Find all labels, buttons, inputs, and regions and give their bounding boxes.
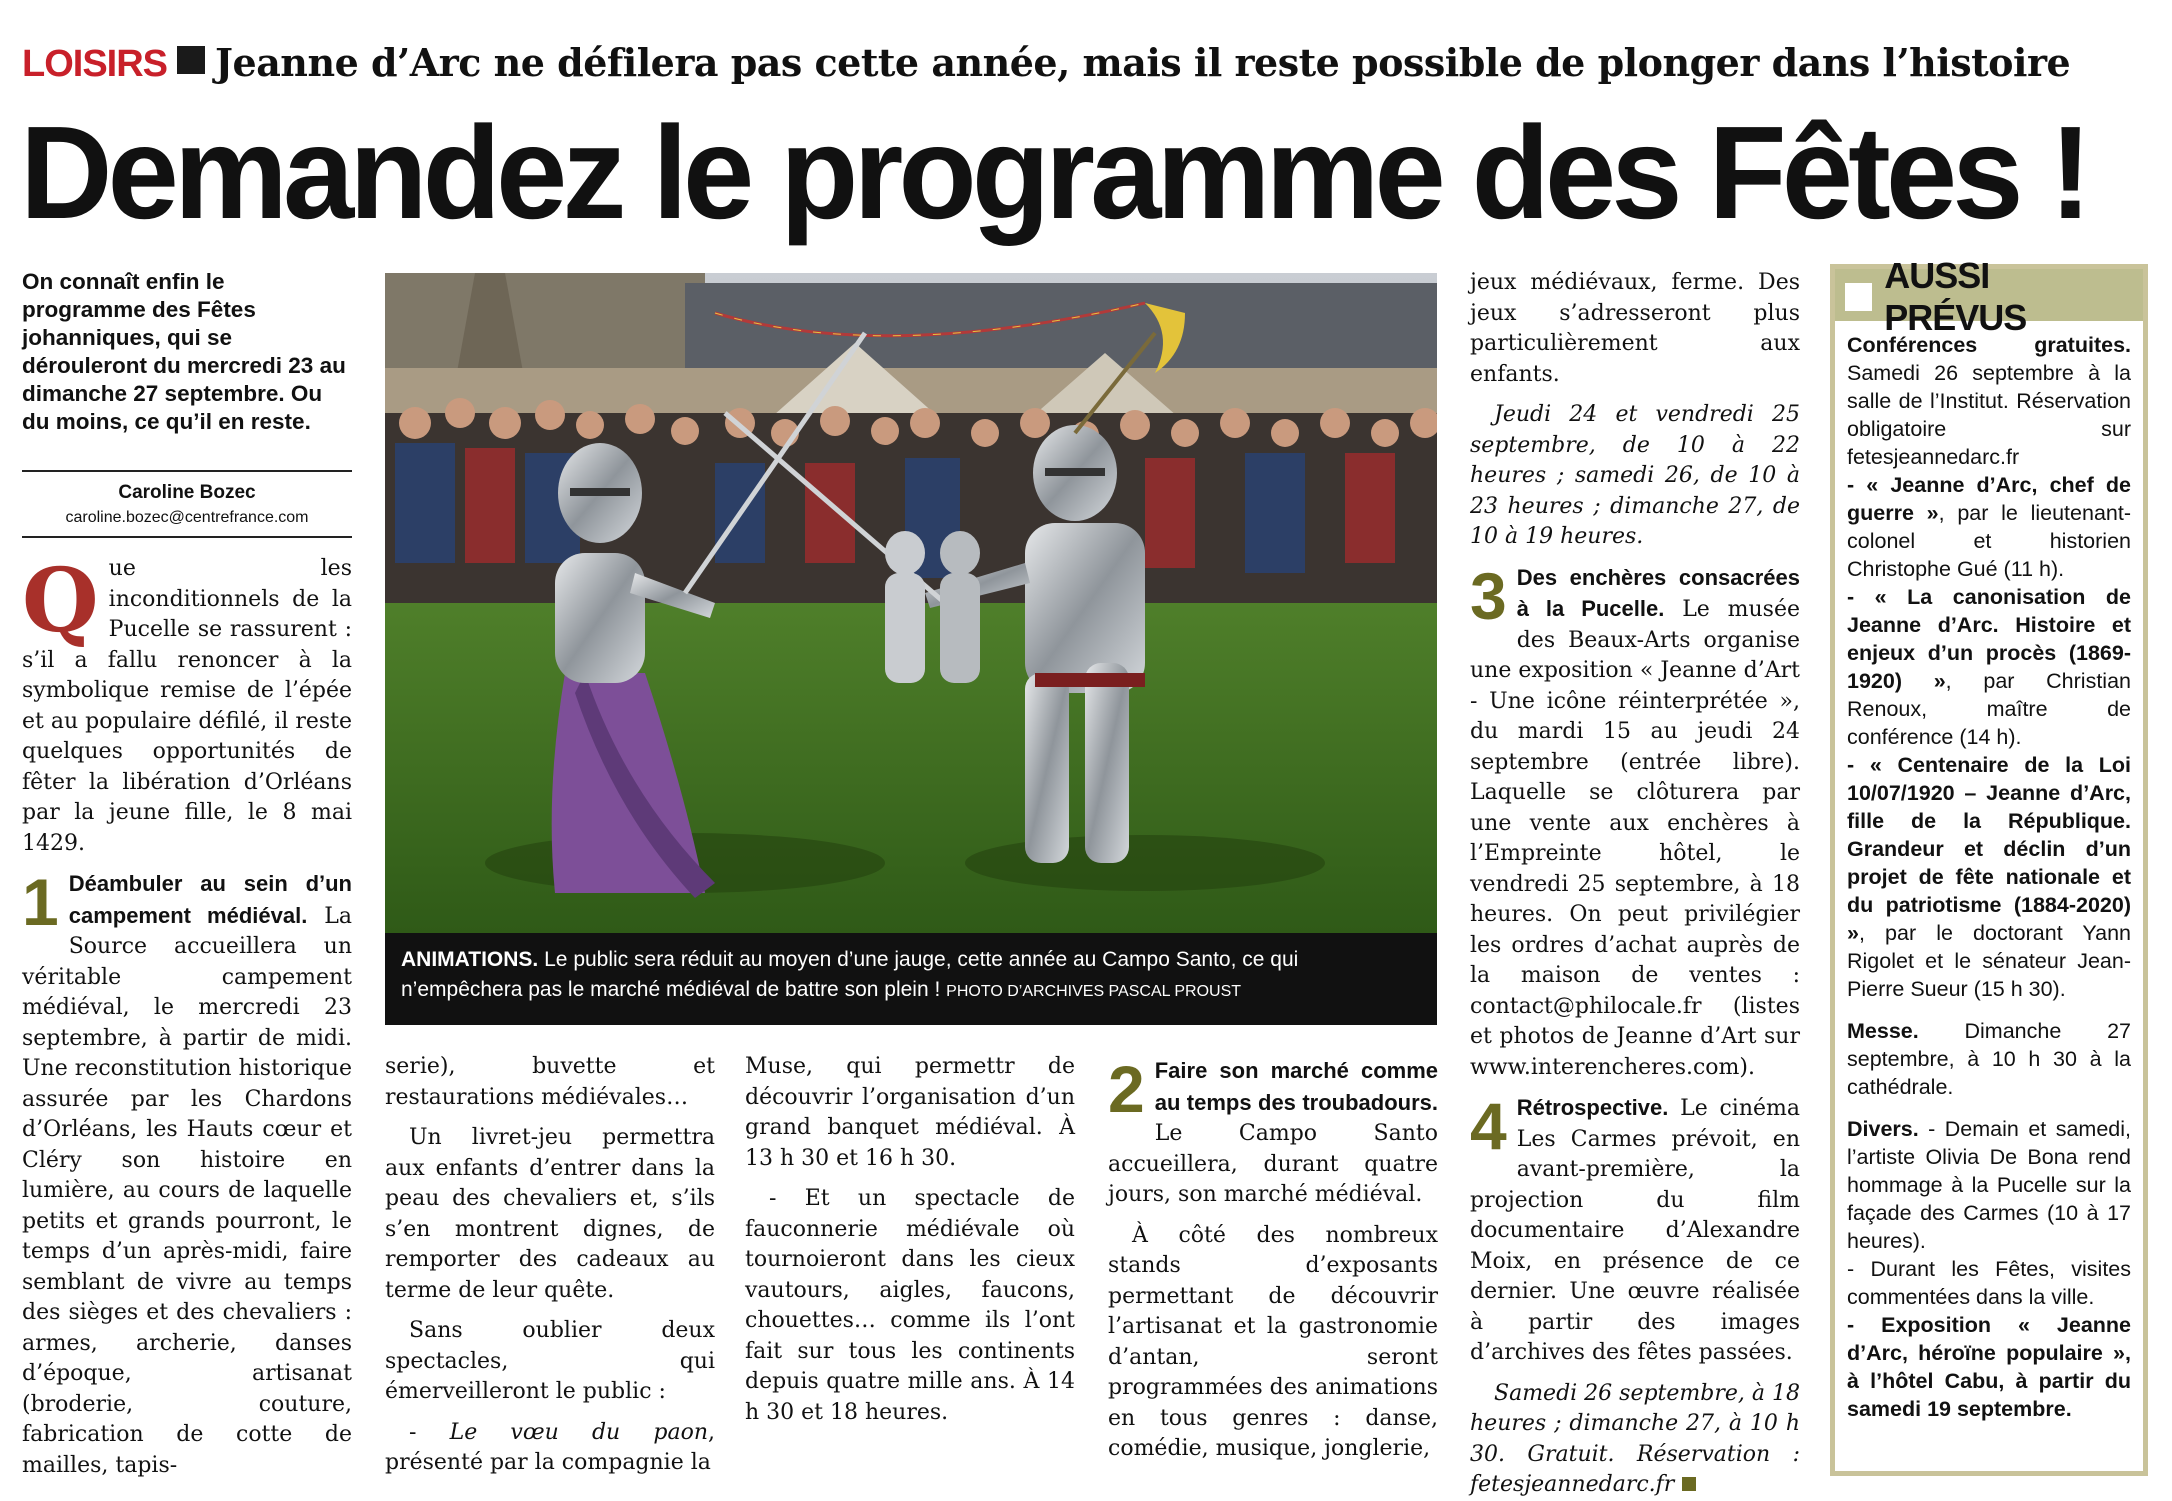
article-photo	[385, 273, 1437, 933]
conf-3-title: - « Centenaire de la Loi 10/07/1920 – Jeanne d’Arc, fille de la République. Grandeur et déclin d’un projet de fête nationale et du patriotisme (1884-2020) »	[1847, 753, 2131, 945]
rubric-label: LOISIRS	[22, 43, 168, 85]
end-mark-icon	[1682, 1477, 1696, 1491]
section-4-heading: Rétrospective.	[1516, 1095, 1669, 1120]
author-email[interactable]: caroline.bozec@centrefrance.com	[65, 509, 309, 526]
intro-text: ue les inconditionnels de la Pucelle se rassurent : s’il a fallu renoncer à la symbolique remise de l’épée et au populaire défilé, il reste quelques opportunités de fêter la libération d’Orléans par la jeune fille, le 8 mai 1429.	[22, 556, 352, 856]
section-2-text: Le Campo Santo accueillera, durant quatre jours, son marché médiéval.	[1108, 1121, 1438, 1207]
sidebar-body	[1835, 321, 2143, 1423]
conf-2-title: - « La canonisation de Jeanne d’Arc. Histoire et enjeux d’un procès (1869-1920) »	[1847, 585, 2131, 693]
section-1-heading: Déambuler au sein d’un campement médiéval.	[68, 871, 352, 928]
section-1-text: La Source accueillera un véritable campement médiéval, le mercredi 23 septembre, à partir de midi. Une reconstitution historique assurée par les Chardons d’Orléans, les Hauts cœur et Cléry son histoire en lumière, au cours de laquelle petits et grands pourront, le temps d’un après-midi, faire semblant de vivre au temps des sièges et des chevaliers : armes, archerie, danses d’époque, artisanat (broderie, couture, fabrication de cotte de mailles, tapis-	[22, 903, 352, 1478]
col4-paragraph-2: À côté des nombreux stands d’exposants permettant de découvrir l’artisanat et la gastronomie d’antan, seront programmées des animations en tous genres : danse, comédie, musique, jonglerie,	[1108, 1222, 1438, 1461]
col5-paragraph-1: jeux médiévaux, ferme. Des jeux s’adresseront plus particulièrement aux enfants.	[1470, 270, 1800, 387]
article-column-3	[745, 1052, 1075, 1428]
author-name: Caroline Bozec	[118, 482, 256, 503]
messe-text: Dimanche 27 septembre, à 10 h 30 à la cathédrale.	[1847, 1019, 2131, 1099]
section-3-heading: Des enchères consacrées à la Pucelle.	[1516, 564, 1800, 621]
col3-paragraph-1: Muse, qui permettr de découvrir l’organisation d’un grand banquet médiéval. À 13 h 30 et 16 h 30.	[745, 1054, 1075, 1171]
square-bullet-icon	[1845, 283, 1872, 311]
caption-text: Le public sera réduit au moyen d’une jauge, cette année au Campo Santo, ce qui n’empêchera pas le marché médiéval de battre son plein !	[401, 948, 1299, 1001]
col2-paragraph-3: Sans oublier deux spectacles, qui émerveilleront le public :	[385, 1318, 715, 1404]
divers-heading: Divers.	[1847, 1117, 1919, 1141]
show-title-paon: Le vœu du paon	[449, 1419, 708, 1445]
section-number-3: 3	[1470, 558, 1507, 633]
section-number-2: 2	[1108, 1052, 1145, 1126]
photo-caption	[385, 933, 1437, 1025]
col2-paragraph-1: serie), buvette et restaurations médiévales…	[385, 1054, 715, 1110]
section-4-text: Le cinéma Les Carmes prévoit, en avant-première, la projection du film documentaire d’Alexandre Moix, en présence de ce dernier. Une œuvre réalisée à partir des images d’archives des fêtes passées.	[1470, 1096, 1800, 1365]
conf-3-details: , par le doctorant Yann Rigolet et le sénateur Jean-Pierre Sueur (15 h 30).	[1847, 921, 2131, 1001]
sidebar-title: AUSSI PRÉVUS	[1884, 255, 2027, 338]
col2-paragraph-4-rest: , présenté par la compagnie la	[385, 1419, 715, 1475]
col2-paragraph-2: Un livret-jeu permettra aux enfants d’entrer dans la peau des chevaliers et, s’ils s’en montrent dignes, de remporter des cadeaux au terme de leur quête.	[385, 1125, 715, 1303]
caption-label: ANIMATIONS.	[401, 948, 539, 971]
section-number-4: 4	[1470, 1089, 1507, 1163]
divers-item-2: - Durant les Fêtes, visites commentées dans la ville.	[1847, 1257, 2131, 1309]
article-column-5	[1470, 268, 1800, 1501]
conf-1-title: - « Jeanne d’Arc, chef de guerre »	[1847, 473, 2131, 525]
conf-2-details: , par Christian Renoux, maître de conférence (14 h).	[1847, 669, 2131, 749]
divers-text: - Demain et samedi, l’artiste Olivia De Bona rend hommage à la Pucelle sur la façade des Carmes (10 à 17 heures).	[1847, 1117, 2131, 1253]
article-column-4	[1108, 1052, 1438, 1465]
article-column-1	[22, 548, 352, 1481]
lede: On connaît enfin le programme des Fêtes johanniques, qui se dérouleront du mercredi 23 au dimanche 27 septembre. Ou du moins, ce qu’il en reste.	[22, 269, 346, 434]
kicker-subtitle: Jeanne d’Arc ne défilera pas cette année, mais il reste possible de plonger dans l’histoire	[215, 40, 2071, 85]
byline	[22, 470, 352, 538]
headline: Demandez le programme des Fêtes !	[20, 99, 2088, 246]
article-column-2	[385, 1052, 715, 1479]
section-number-1: 1	[22, 865, 59, 939]
sidebar-aussi-prevus	[1830, 255, 2148, 1476]
square-bullet-icon	[177, 46, 205, 74]
col2-dash: -	[409, 1419, 450, 1445]
dropcap-letter: Q	[22, 548, 99, 652]
col3-paragraph-2: - Et un spectacle de fauconnerie médiévale où tournoieront dans les cieux vautours, aigles, faucons, chouettes… comme ils l’ont fait sur tous les continents depuis quatre mille ans. À 14 h 30 et 18 heures.	[745, 1186, 1075, 1425]
kicker	[22, 40, 2152, 96]
messe-heading: Messe.	[1847, 1019, 1919, 1043]
section-2-heading: Faire son marché comme au temps des troubadours.	[1154, 1058, 1438, 1115]
col5-closing: Samedi 26 septembre, à 18 heures ; dimanche 27, à 10 h 30. Gratuit. Réservation : fetesjeannedarc.fr	[1470, 1380, 1800, 1497]
photo-credit: PHOTO D’ARCHIVES PASCAL PROUST	[946, 983, 1242, 1000]
conf-heading: Conférences gratuites.	[1847, 333, 2131, 357]
col5-schedule: Jeudi 24 et vendredi 25 septembre, de 10 à 22 heures ; samedi 26, de 10 à 23 heures ; dimanche 27, de 10 à 19 heures.	[1470, 402, 1800, 549]
sidebar-header	[1835, 255, 2143, 338]
divers-item-3: - Exposition « Jeanne d’Arc, héroïne populaire », à l’hôtel Cabu, à partir du samedi 19 septembre.	[1847, 1313, 2131, 1421]
conf-1-details: , par le lieutenant-colonel et historien Christophe Gué (11 h).	[1847, 501, 2131, 581]
conf-text: Samedi 26 septembre à la salle de l’Institut. Réservation obligatoire sur fetesjeannedarc.fr	[1847, 361, 2131, 469]
section-3-text: Le musée des Beaux-Arts organise une exposition « Jeanne d’Art - Une icône réinterprétée », du mardi 15 au jeudi 24 septembre (entrée libre). Laquelle se clôturera par une vente aux enchères à l’Empreinte hôtel, le vendredi 25 septembre, à 18 heures. On peut privilégier les ordres d’achat auprès de la maison de ventes : contact@philocale.fr (listes et photos de Jeanne d’Art sur www.interencheres.com).	[1470, 597, 1801, 1080]
